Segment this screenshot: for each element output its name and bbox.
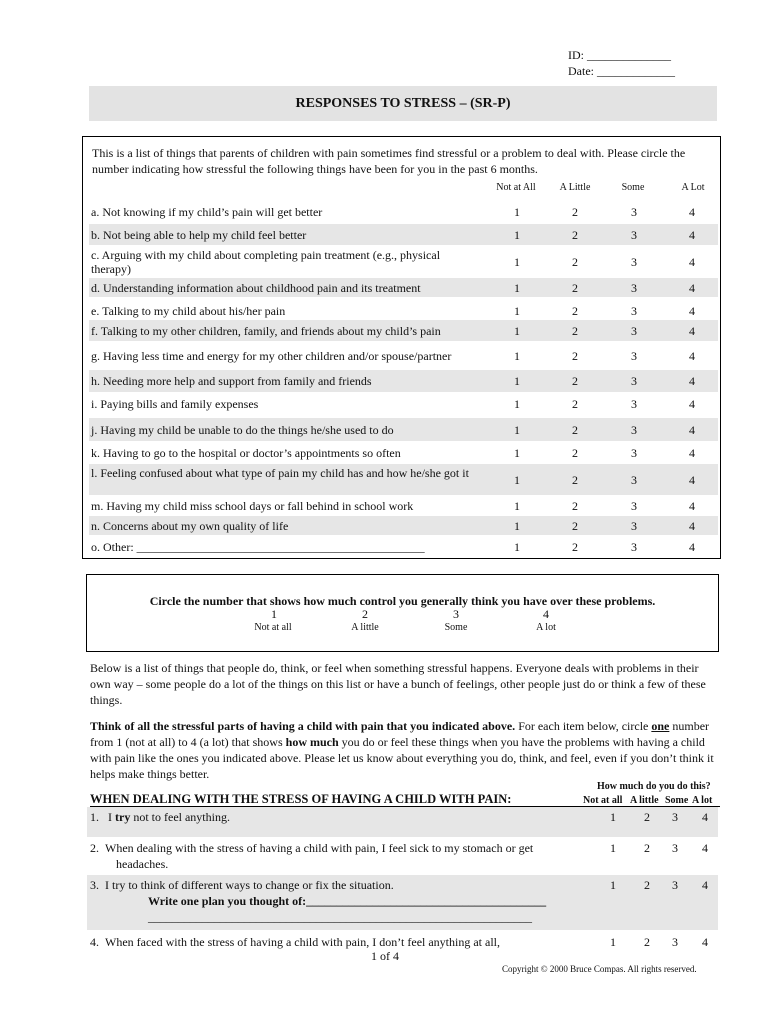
- instructions-lead: Think of all the stressful parts of having a child with pain that you indicated above.: [90, 719, 516, 733]
- id-date-block: [568, 47, 675, 79]
- stressor-label: c. Arguing with my child about completing pain treatment (e.g., physical therapy): [91, 248, 441, 276]
- stressor-rating-2[interactable]: 2: [572, 374, 578, 388]
- stressor-row: [89, 418, 718, 441]
- col-header-some: Some: [621, 182, 645, 193]
- stressor-rating-3[interactable]: 3: [631, 323, 637, 338]
- stressor-rating-4[interactable]: 4: [689, 374, 695, 388]
- coping-intro-paragraph: Below is a list of things that people do, think, or feel when something stressful happens. Everyone deals with problems in their own way – some people do a lot of the things on this list or have a bunch of feelings, other people just do or think a few of these things.: [90, 661, 706, 707]
- copyright: Copyright © 2000 Bruce Compas. All rights reserved.: [502, 964, 697, 974]
- stressor-row: [89, 320, 718, 341]
- stressor-rating-2[interactable]: 2: [572, 204, 578, 219]
- control-option-2[interactable]: 2: [362, 607, 368, 621]
- stressor-label: a. Not knowing if my child’s pain will get better: [91, 204, 323, 219]
- stressor-label: b. Not being able to help my child feel better: [91, 227, 307, 242]
- instructions-how-much: how much: [285, 735, 339, 749]
- stressor-row: [89, 537, 718, 557]
- instructions-part-c: you do or feel these things when you have the problems with having a child with pain like the ones you indicated above. Please let us know about everything you do, think, and feel, even if you don’t think it helps make things better.: [90, 735, 714, 781]
- stressor-rating-1[interactable]: 1: [514, 540, 520, 554]
- section-heading: WHEN DEALING WITH THE STRESS OF HAVING A CHILD WITH PAIN:: [90, 792, 512, 806]
- stressor-rating-1[interactable]: 1: [514, 303, 520, 318]
- control-label-not-at-all: Not at all: [254, 622, 292, 633]
- stressor-rating-1[interactable]: 1: [514, 374, 520, 388]
- stressor-row: [89, 464, 718, 495]
- instructions-one: one: [651, 719, 670, 733]
- stressor-rating-2[interactable]: 2: [572, 518, 578, 533]
- stressor-row: [89, 443, 718, 462]
- stressor-rating-1[interactable]: 1: [514, 227, 520, 242]
- stressor-rating-2[interactable]: 2: [572, 540, 578, 554]
- stressor-rating-4[interactable]: 4: [689, 227, 695, 242]
- coping-item-1: [87, 807, 718, 837]
- date-field[interactable]: _____________: [597, 64, 675, 78]
- stressor-rating-3[interactable]: 3: [631, 348, 637, 363]
- instructions-part-a: For each item below, circle: [515, 719, 652, 733]
- stressor-row: [89, 370, 718, 392]
- stressor-rating-4[interactable]: 4: [689, 472, 695, 487]
- control-box: [86, 574, 719, 652]
- stressor-label: j. Having my child be unable to do the things he/she used to do: [91, 422, 394, 437]
- stressor-rating-4[interactable]: 4: [689, 204, 695, 219]
- item-number: 2.: [90, 841, 99, 855]
- stressor-rating-2[interactable]: 2: [572, 445, 578, 460]
- stressor-rating-3[interactable]: 3: [631, 422, 637, 437]
- stressor-rating-4[interactable]: 4: [689, 348, 695, 363]
- scale2-a-lot: A lot: [692, 795, 713, 806]
- stressor-rating-4[interactable]: 4: [689, 396, 695, 411]
- item-text: When faced with the stress of having a child with pain, I don’t feel anything at all,: [105, 935, 500, 949]
- stressor-rating-3[interactable]: 3: [631, 498, 637, 513]
- stressor-rating-2[interactable]: 2: [572, 498, 578, 513]
- stressor-label: i. Paying bills and family expenses: [91, 396, 259, 411]
- stressor-label: o. Other: ________________________________________________: [91, 540, 425, 554]
- stressor-rating-4[interactable]: 4: [689, 540, 695, 554]
- rating-3[interactable]: 3: [672, 935, 678, 949]
- stressor-rating-3[interactable]: 3: [631, 303, 637, 318]
- stressor-label: k. Having to go to the hospital or doctor’s appointments so often: [91, 445, 401, 460]
- item-text: I try to think of different ways to change or fix the situation.: [105, 878, 394, 892]
- rating-3[interactable]: 3: [672, 841, 678, 855]
- rating-1[interactable]: 1: [610, 810, 616, 824]
- item-number: 3.: [90, 878, 99, 892]
- stressor-row: [89, 343, 718, 368]
- control-label-some: Some: [444, 622, 468, 633]
- stressor-row: [89, 247, 718, 277]
- stressor-rating-1[interactable]: 1: [514, 445, 520, 460]
- stressor-rating-1[interactable]: 1: [514, 518, 520, 533]
- control-label-a-little: A little: [351, 622, 379, 633]
- stressor-row: [89, 301, 718, 320]
- stressor-rating-2[interactable]: 2: [572, 422, 578, 437]
- item-number: 1.: [90, 810, 99, 824]
- stressor-label: e. Talking to my child about his/her pain: [91, 303, 286, 318]
- rating-2[interactable]: 2: [644, 935, 650, 949]
- plan-field-2[interactable]: ________________________________________________________________: [148, 910, 532, 924]
- control-label-a-lot: A lot: [536, 622, 556, 633]
- rating-3[interactable]: 3: [672, 810, 678, 824]
- stressor-rating-3[interactable]: 3: [631, 472, 637, 487]
- rating-4[interactable]: 4: [702, 810, 708, 824]
- stressor-row: [89, 278, 718, 297]
- id-field[interactable]: ______________: [587, 48, 671, 62]
- stressor-rating-4[interactable]: 4: [689, 303, 695, 318]
- item-text: When dealing with the stress of having a child with pain, I feel sick to my stomach or get headaches.: [105, 841, 534, 871]
- scale2-not-at-all: Not at all: [583, 795, 623, 806]
- col-header-not-at-all: Not at All: [496, 182, 536, 193]
- item-text-bold: try: [115, 810, 131, 824]
- stressor-label: l. Feeling confused about what type of pain my child has and how he/she got it: [91, 465, 469, 480]
- scale2-a-little: A little: [630, 795, 659, 806]
- stressor-rating-2[interactable]: 2: [572, 396, 578, 411]
- id-label: ID:: [568, 48, 584, 62]
- rating-4[interactable]: 4: [702, 935, 708, 949]
- stressor-rating-1[interactable]: 1: [514, 204, 520, 219]
- stressor-label: n. Concerns about my own quality of life: [91, 518, 289, 533]
- stressor-rating-4[interactable]: 4: [689, 323, 695, 338]
- stressor-rating-1[interactable]: 1: [514, 422, 520, 437]
- coping-item-3: [87, 875, 718, 930]
- stressor-rating-4[interactable]: 4: [689, 280, 695, 295]
- stressor-rating-2[interactable]: 2: [572, 323, 578, 338]
- control-option-4[interactable]: 4: [543, 607, 549, 621]
- control-option-1[interactable]: 1: [271, 607, 277, 621]
- rating-2[interactable]: 2: [644, 878, 650, 892]
- instructions-part-b: number from 1 (not at all) to 4 (a lot) that shows: [90, 719, 710, 749]
- rating-4[interactable]: 4: [702, 841, 708, 855]
- stressor-rating-3[interactable]: 3: [631, 396, 637, 411]
- how-much-label: How much do you do this?: [597, 781, 711, 792]
- stressor-rating-2[interactable]: 2: [572, 303, 578, 318]
- stressor-rating-1[interactable]: 1: [514, 498, 520, 513]
- control-question: Circle the number that shows how much control you generally think you have over these problems.: [149, 594, 656, 608]
- stressor-rating-4[interactable]: 4: [689, 518, 695, 533]
- rating-2[interactable]: 2: [644, 810, 650, 824]
- stressor-rating-3[interactable]: 3: [631, 227, 637, 242]
- rating-4[interactable]: 4: [702, 878, 708, 892]
- stressor-rating-1[interactable]: 1: [514, 280, 520, 295]
- stressor-rating-3[interactable]: 3: [631, 280, 637, 295]
- stressor-rating-1[interactable]: 1: [514, 348, 520, 363]
- stressor-label: f. Talking to my other children, family, and friends about my child’s pain: [91, 323, 441, 338]
- item-text-post: not to feel anything.: [130, 810, 230, 824]
- col-header-a-little: A Little: [559, 182, 591, 193]
- rating-3[interactable]: 3: [672, 878, 678, 892]
- stressor-rating-1[interactable]: 1: [514, 255, 520, 269]
- stressor-row: [89, 496, 718, 515]
- item-text-pre: I: [108, 810, 115, 824]
- stressor-rating-4[interactable]: 4: [689, 498, 695, 513]
- stressor-rating-3[interactable]: 3: [631, 445, 637, 460]
- page-number: 1 of 4: [371, 949, 399, 963]
- stressor-rating-1[interactable]: 1: [514, 472, 520, 487]
- plan-field-1[interactable]: ________________________________________: [306, 894, 547, 908]
- stressor-label: m. Having my child miss school days or fall behind in school work: [91, 498, 414, 513]
- stressor-row: [89, 201, 718, 222]
- stressor-rating-4[interactable]: 4: [689, 255, 695, 269]
- stressor-label: h. Needing more help and support from family and friends: [91, 374, 372, 388]
- stressor-rating-2[interactable]: 2: [572, 227, 578, 242]
- stressor-rating-3[interactable]: 3: [631, 204, 637, 219]
- rating-1[interactable]: 1: [610, 841, 616, 855]
- write-plan-label: Write one plan you thought of:: [148, 894, 307, 908]
- stressor-label: g. Having less time and energy for my other children and/or spouse/partner: [91, 348, 452, 363]
- stressor-rating-2[interactable]: 2: [572, 472, 578, 487]
- stressor-row: [89, 224, 718, 245]
- stressor-label: d. Understanding information about childhood pain and its treatment: [91, 280, 421, 295]
- stressor-row: [89, 516, 718, 535]
- coping-item-4: [87, 932, 718, 950]
- stressor-rating-3[interactable]: 3: [631, 374, 637, 388]
- stressor-rating-4[interactable]: 4: [689, 422, 695, 437]
- stressor-rating-2[interactable]: 2: [572, 255, 578, 269]
- rating-1[interactable]: 1: [610, 935, 616, 949]
- stressor-rating-3[interactable]: 3: [631, 518, 637, 533]
- date-label: Date:: [568, 64, 594, 78]
- intro-text: This is a list of things that parents of children with pain sometimes find stressful or a problem to deal with. Please circle the number indicating how stressful the following things have been for you in the past 6 months.: [92, 146, 686, 176]
- stressor-rating-2[interactable]: 2: [572, 348, 578, 363]
- coping-item-2: [87, 838, 718, 874]
- stressor-rating-3[interactable]: 3: [631, 255, 637, 269]
- stressor-rating-4[interactable]: 4: [689, 445, 695, 460]
- title-bar: [89, 86, 717, 121]
- rating-2[interactable]: 2: [644, 841, 650, 855]
- item-number: 4.: [90, 935, 99, 949]
- page-title: RESPONSES TO STRESS – (SR-P): [295, 96, 511, 111]
- stressor-rating-1[interactable]: 1: [514, 323, 520, 338]
- rating-1[interactable]: 1: [610, 878, 616, 892]
- stressor-rating-2[interactable]: 2: [572, 280, 578, 295]
- stressor-rating-1[interactable]: 1: [514, 396, 520, 411]
- stressor-row: [89, 393, 718, 414]
- col-header-a-lot: A Lot: [681, 182, 705, 193]
- stressor-rating-3[interactable]: 3: [631, 540, 637, 554]
- control-option-3[interactable]: 3: [453, 607, 459, 621]
- coping-instructions: [90, 718, 720, 782]
- scale2-some: Some: [665, 795, 689, 806]
